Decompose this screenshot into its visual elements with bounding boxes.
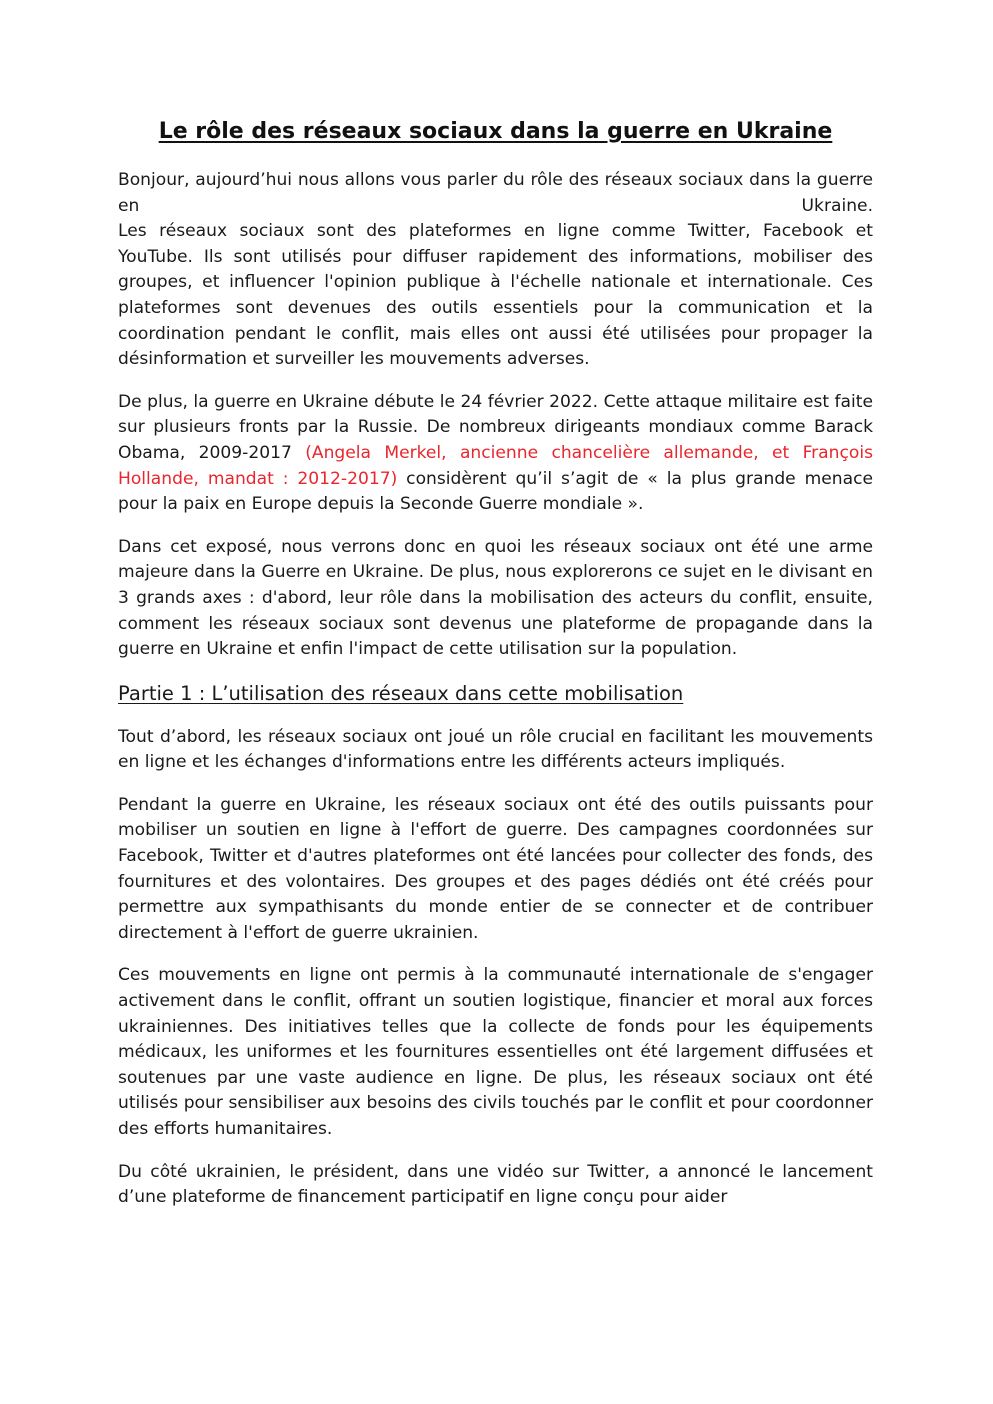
context-text-after: considèrent qu’il s’agit de « la plus grande menace pour la paix en Europe depuis la Seconde Guerre mondiale ». xyxy=(118,468,874,515)
intro-first-line: Bonjour, aujourd’hui nous allons vous parler du rôle des réseaux sociaux dans la guerre en Ukraine. xyxy=(118,170,873,216)
context-text-before: De plus, la guerre en Ukraine débute le 24 février 2022. Cette attaque militaire est faite sur plusieurs fronts par la Russie. De nombreux dirigeants mondiaux comme Barack Obama, 2009-2017 xyxy=(118,391,873,463)
intro-definition: Les réseaux sociaux sont des plateformes en ligne comme Twitter, Facebook et YouTube. Ils sont utilisés pour diffuser rapidement des informations, mobiliser des groupes, et influencer l'opinion publique à l'échelle nationale et internationale. Ces plateformes sont devenues des outils essentiels pour la communication et la coordination pendant le conflit, mais elles ont aussi été utilisées pour propager la désinformation et surveiller les mouvements adverses. xyxy=(118,221,873,370)
part1-paragraph-1: Tout d’abord, les réseaux sociaux ont joué un rôle crucial en facilitant les mouvements en ligne et les échanges d'informations entre les différents acteurs impliqués. xyxy=(118,726,873,773)
part1-paragraph-3: Ces mouvements en ligne ont permis à la communauté internationale de s'engager activement dans le conflit, offrant un soutien logistique, financier et moral aux forces ukrainiennes. Des initiatives telles que la collecte de fonds pour les équipements médicaux, les uniformes et les fournitures essentielles ont été largement diffusées et soutenues par une vaste audience en ligne. De plus, les réseaux sociaux ont été utilisés pour sensibiliser aux besoins des civils touchés par le conflit et pour coordonner des efforts humanitaires. xyxy=(118,965,873,1139)
document-title: Le rôle des réseaux sociaux dans la guerre en Ukraine xyxy=(158,119,833,144)
intro-paragraph xyxy=(118,168,873,373)
part1-heading: Partie 1 : L’utilisation des réseaux dans cette mobilisation xyxy=(118,681,684,705)
document-page xyxy=(118,116,873,1228)
plan-paragraph: Dans cet exposé, nous verrons donc en quoi les réseaux sociaux ont été une arme majeure dans la Guerre en Ukraine. De plus, nous explorerons ce sujet en le divisant en 3 grands axes : d'abord, leur rôle dans la mobilisation des acteurs du conflit, ensuite, comment les réseaux sociaux sont devenus une plateforme de propagande dans la guerre en Ukraine et enfin l'impact de cette utilisation sur la population. xyxy=(118,536,873,660)
part1-paragraph-2: Pendant la guerre en Ukraine, les réseaux sociaux ont été des outils puissants pour mobiliser un soutien en ligne à l'effort de guerre. Des campagnes coordonnées sur Facebook, Twitter et d'autres plateformes ont été lancées pour collecter des fonds, des fournitures et des volontaires. Des groupes et des pages dédiés ont été créés pour permettre aux sympathisants du monde entier de se connecter et de contribuer directement à l'effort de guerre ukrainien. xyxy=(118,794,873,943)
context-paragraph xyxy=(118,390,873,518)
context-highlight-red: (Angela Merkel, ancienne chancelière allemande, et François Hollande, mandat : 2012-2017) xyxy=(118,442,874,489)
part1-paragraph-4: Du côté ukrainien, le président, dans une vidéo sur Twitter, a annoncé le lancement d’une plateforme de financement participatif en ligne conçu pour aider xyxy=(118,1161,873,1208)
